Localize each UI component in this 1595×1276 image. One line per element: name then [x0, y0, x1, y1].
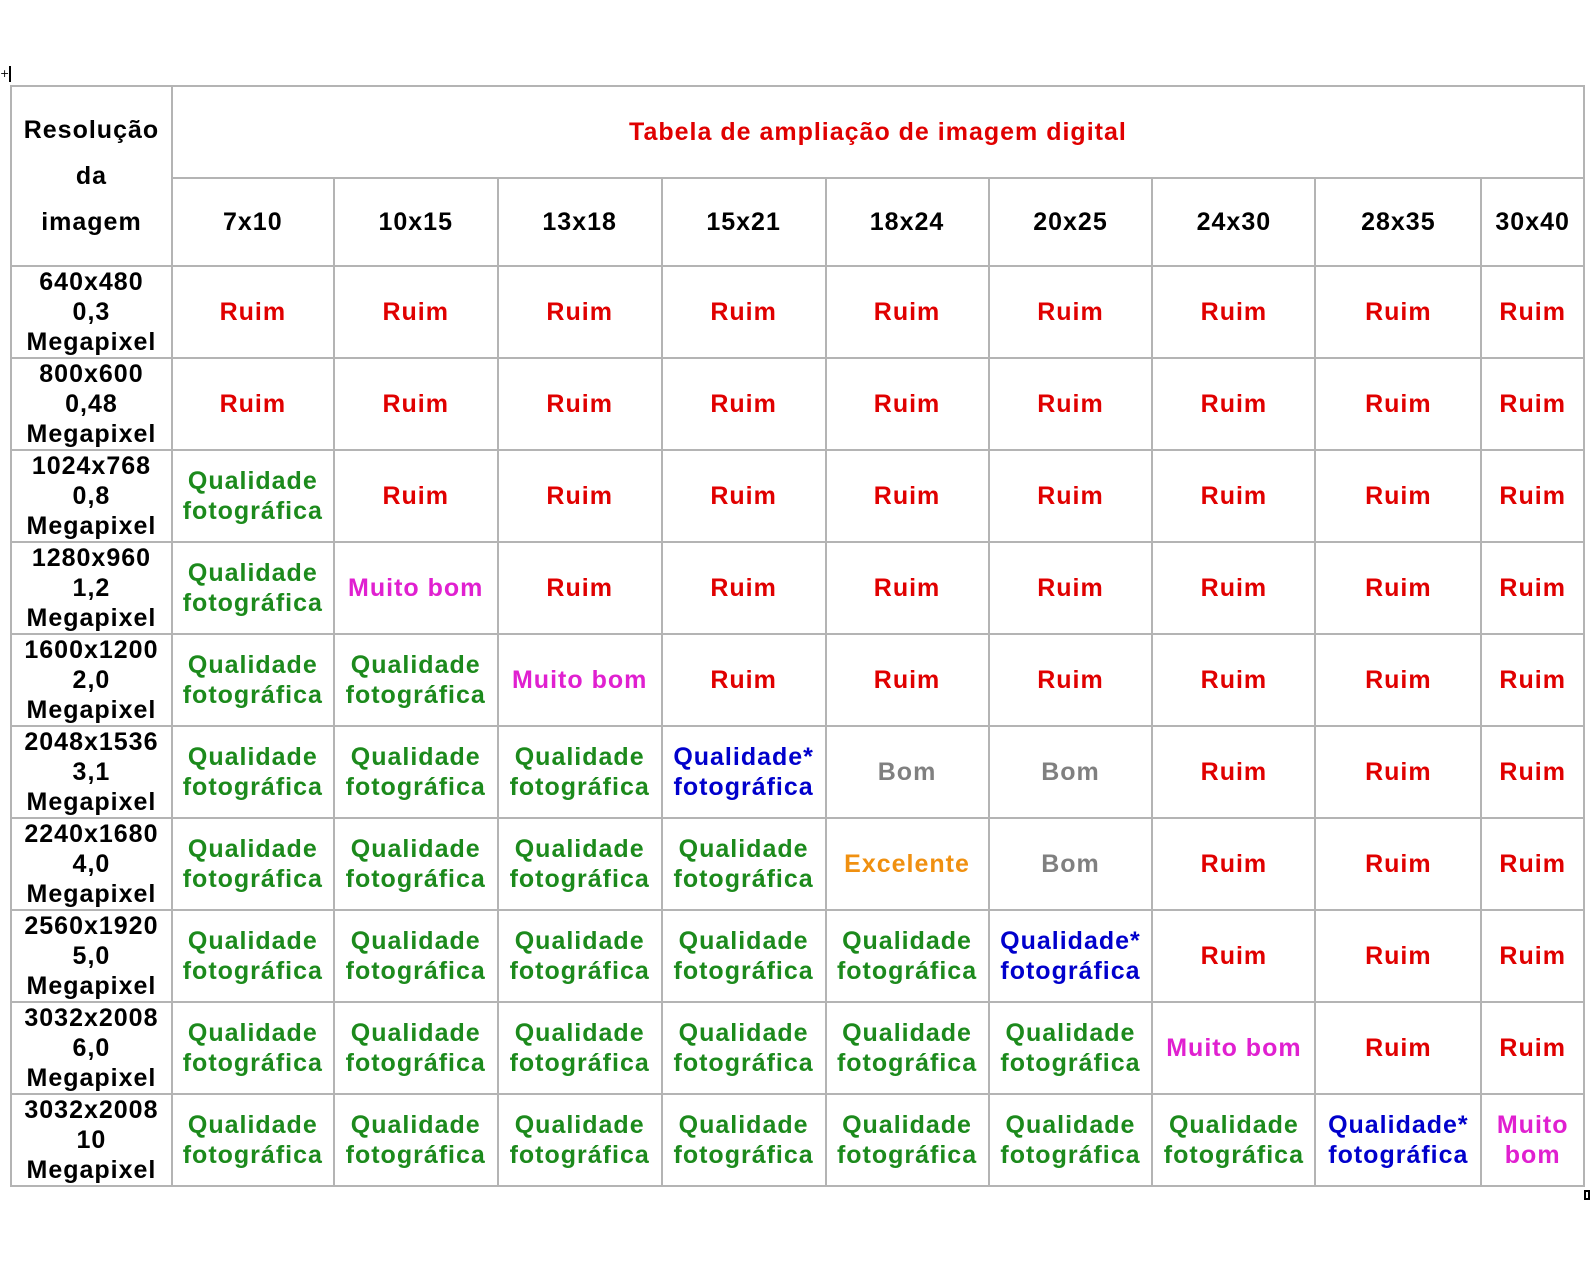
resolution-row: [11, 910, 1584, 1002]
resolution-line: Megapixel: [26, 880, 157, 908]
quality-label: Qualidade: [678, 835, 809, 863]
quality-cell[interactable]: [1315, 634, 1481, 726]
quality-cell[interactable]: [826, 1094, 989, 1186]
table-resize-handle-icon[interactable]: [1584, 1190, 1590, 1200]
resolution-line: Megapixel: [26, 788, 157, 816]
quality-label: Ruim: [1499, 298, 1566, 326]
resolution-cell[interactable]: [11, 1094, 172, 1186]
quality-label: Qualidade: [187, 467, 318, 495]
quality-label: Ruim: [1037, 482, 1104, 510]
resolution-line: 800x600: [39, 360, 144, 388]
quality-label: Qualidade: [514, 1111, 645, 1139]
quality-cell[interactable]: [334, 818, 498, 910]
resolution-row: [11, 450, 1584, 542]
quality-cell[interactable]: [1152, 1002, 1315, 1094]
quality-label: Ruim: [1499, 850, 1566, 878]
quality-label: fotográfica: [182, 589, 323, 617]
quality-label: Ruim: [1200, 666, 1268, 694]
quality-cell[interactable]: [334, 910, 498, 1002]
quality-cell[interactable]: [1481, 910, 1584, 1002]
quality-label: Qualidade: [1005, 1111, 1136, 1139]
resolution-header-line: imagem: [41, 208, 142, 236]
table-move-handle-icon[interactable]: +: [0, 67, 10, 80]
quality-label: Qualidade: [678, 1111, 809, 1139]
quality-label: fotográfica: [509, 773, 650, 801]
quality-label: fotográfica: [345, 957, 486, 985]
resolution-line: 2240x1680: [24, 820, 159, 848]
quality-cell[interactable]: [498, 1094, 662, 1186]
quality-label: Ruim: [1037, 298, 1104, 326]
size-header-cell[interactable]: 30x40: [1481, 178, 1584, 266]
quality-label: Qualidade: [514, 835, 645, 863]
quality-cell[interactable]: [498, 358, 662, 450]
quality-cell[interactable]: [826, 266, 989, 358]
quality-label: fotográfica: [673, 865, 814, 893]
quality-label: fotográfica: [509, 865, 650, 893]
quality-cell[interactable]: [989, 634, 1153, 726]
quality-cell[interactable]: [989, 358, 1153, 450]
quality-cell[interactable]: [334, 266, 498, 358]
resolution-line: Megapixel: [26, 1156, 157, 1184]
quality-label: Qualidade: [350, 1019, 481, 1047]
quality-cell[interactable]: [989, 450, 1153, 542]
quality-label: Qualidade: [514, 1019, 645, 1047]
quality-label: Ruim: [1037, 666, 1104, 694]
quality-cell[interactable]: [826, 1002, 989, 1094]
resolution-cell[interactable]: [11, 634, 172, 726]
resolution-line: 6,0: [72, 1034, 111, 1062]
quality-label: Ruim: [1037, 574, 1104, 602]
quality-cell[interactable]: [662, 910, 826, 1002]
quality-label: Qualidade: [678, 927, 809, 955]
quality-label: Ruim: [710, 482, 777, 510]
quality-label: Ruim: [382, 390, 449, 418]
quality-cell[interactable]: [826, 910, 989, 1002]
quality-cell[interactable]: [662, 1002, 826, 1094]
resolution-line: Megapixel: [26, 328, 157, 356]
quality-label: Ruim: [1365, 666, 1432, 694]
quality-cell[interactable]: [1315, 1094, 1481, 1186]
quality-cell[interactable]: [172, 1094, 334, 1186]
quality-label: Ruim: [1499, 482, 1566, 510]
quality-cell[interactable]: [172, 726, 334, 818]
quality-label: fotográfica: [345, 681, 486, 709]
resolution-line: Megapixel: [26, 972, 157, 1000]
quality-label: Muito: [1496, 1111, 1569, 1139]
quality-cell[interactable]: [1152, 910, 1315, 1002]
quality-label: Qualidade: [187, 1111, 318, 1139]
quality-label: Ruim: [1365, 942, 1432, 970]
resolution-row: [11, 266, 1584, 358]
quality-label: Ruim: [1200, 298, 1268, 326]
quality-label: Ruim: [1499, 758, 1566, 786]
size-header-row: [11, 178, 1584, 266]
resolution-row: [11, 358, 1584, 450]
quality-cell[interactable]: [1481, 634, 1584, 726]
quality-label: Qualidade: [350, 927, 481, 955]
quality-label: Ruim: [546, 574, 613, 602]
size-header-cell[interactable]: 18x24: [826, 178, 989, 266]
size-header-cell[interactable]: 20x25: [989, 178, 1153, 266]
quality-cell[interactable]: [989, 1094, 1153, 1186]
quality-label: Ruim: [873, 574, 941, 602]
quality-label: fotográfica: [509, 957, 650, 985]
quality-label: Qualidade: [514, 927, 645, 955]
quality-cell[interactable]: [989, 910, 1153, 1002]
quality-cell[interactable]: [826, 634, 989, 726]
quality-label: Ruim: [382, 482, 449, 510]
quality-label: fotográfica: [673, 957, 814, 985]
resolution-line: 0,48: [65, 390, 118, 418]
quality-cell[interactable]: [1152, 266, 1315, 358]
quality-label: fotográfica: [673, 773, 814, 801]
quality-cell[interactable]: [826, 542, 989, 634]
quality-label: Ruim: [873, 666, 941, 694]
quality-cell[interactable]: [1481, 818, 1584, 910]
resolution-cell[interactable]: [11, 358, 172, 450]
quality-cell[interactable]: [1152, 726, 1315, 818]
quality-cell[interactable]: [172, 542, 334, 634]
quality-label: Ruim: [873, 298, 941, 326]
resolution-header-line: Resolução: [23, 116, 160, 144]
resolution-line: 3032x2008: [24, 1004, 159, 1032]
quality-cell[interactable]: [334, 1094, 498, 1186]
resolution-line: Megapixel: [26, 420, 157, 448]
quality-label: Qualidade: [187, 1019, 318, 1047]
quality-label: fotográfica: [182, 681, 323, 709]
quality-cell[interactable]: [1481, 266, 1584, 358]
quality-label: Ruim: [873, 390, 941, 418]
quality-label: Qualidade: [678, 1019, 809, 1047]
quality-label: Ruim: [1365, 1034, 1432, 1062]
quality-cell[interactable]: [334, 358, 498, 450]
quality-label: fotográfica: [345, 1049, 486, 1077]
size-header-cell[interactable]: 10x15: [334, 178, 498, 266]
resolution-line: 1024x768: [31, 452, 152, 480]
quality-cell[interactable]: [989, 542, 1153, 634]
quality-cell[interactable]: [662, 542, 826, 634]
resolution-cell[interactable]: [11, 726, 172, 818]
resolution-line: 0,3: [72, 298, 111, 326]
quality-label: Qualidade*: [1328, 1111, 1469, 1139]
quality-label: Qualidade: [350, 651, 481, 679]
quality-cell[interactable]: [826, 358, 989, 450]
resolution-header-cell[interactable]: [11, 86, 172, 266]
quality-label: Ruim: [1200, 942, 1268, 970]
quality-label: Ruim: [1200, 758, 1268, 786]
quality-label: Ruim: [1499, 390, 1566, 418]
quality-label: Ruim: [1499, 942, 1566, 970]
quality-cell[interactable]: [1315, 450, 1481, 542]
quality-label: fotográfica: [182, 957, 323, 985]
quality-label: fotográfica: [345, 1141, 486, 1169]
quality-label: Ruim: [1365, 850, 1432, 878]
resolution-cell[interactable]: [11, 818, 172, 910]
resolution-line: 1280x960: [31, 544, 152, 572]
quality-label: Bom: [1041, 758, 1100, 786]
quality-cell[interactable]: [1315, 910, 1481, 1002]
quality-label: Qualidade: [842, 927, 972, 955]
quality-label: fotográfica: [1000, 957, 1141, 985]
quality-label: fotográfica: [673, 1049, 814, 1077]
quality-label: Muito bom: [1166, 1034, 1302, 1062]
quality-label: Qualidade: [842, 1019, 972, 1047]
quality-label: Ruim: [1365, 298, 1432, 326]
quality-label: Ruim: [1499, 574, 1566, 602]
quality-label: Ruim: [710, 298, 777, 326]
quality-label: Ruim: [873, 482, 941, 510]
quality-label: Ruim: [546, 298, 613, 326]
quality-label: Ruim: [382, 298, 449, 326]
quality-label: Ruim: [546, 390, 613, 418]
quality-cell[interactable]: [1152, 1094, 1315, 1186]
resolution-cell[interactable]: [11, 450, 172, 542]
quality-label: Ruim: [1365, 574, 1432, 602]
quality-cell[interactable]: [1315, 358, 1481, 450]
quality-cell[interactable]: [1315, 266, 1481, 358]
resolution-cell[interactable]: [11, 910, 172, 1002]
quality-label: Ruim: [1365, 758, 1432, 786]
resolution-line: 3,1: [72, 758, 111, 786]
size-header-cell[interactable]: 28x35: [1315, 178, 1481, 266]
quality-cell[interactable]: [1315, 1002, 1481, 1094]
quality-label: fotográfica: [836, 1141, 978, 1169]
enlargement-table: [10, 85, 1585, 1187]
resolution-line: 10: [76, 1126, 107, 1154]
quality-cell[interactable]: [334, 1002, 498, 1094]
resolution-line: 5,0: [72, 942, 111, 970]
quality-label: fotográfica: [509, 1049, 650, 1077]
quality-cell[interactable]: [662, 266, 826, 358]
resolution-line: 4,0: [72, 850, 111, 878]
quality-label: Qualidade: [187, 835, 318, 863]
quality-label: Ruim: [710, 574, 777, 602]
quality-cell[interactable]: [989, 266, 1153, 358]
resolution-line: 0,8: [72, 482, 111, 510]
resolution-line: Megapixel: [26, 512, 157, 540]
quality-cell[interactable]: [1152, 634, 1315, 726]
quality-label: Ruim: [1200, 574, 1268, 602]
quality-cell[interactable]: [1152, 358, 1315, 450]
quality-cell[interactable]: [1481, 1002, 1584, 1094]
quality-cell[interactable]: [1481, 450, 1584, 542]
quality-label: fotográfica: [182, 497, 323, 525]
size-header-cell[interactable]: 24x30: [1152, 178, 1315, 266]
quality-cell[interactable]: [498, 266, 662, 358]
quality-cell[interactable]: [172, 910, 334, 1002]
quality-label: Qualidade: [187, 559, 318, 587]
size-header-cell[interactable]: 7x10: [172, 178, 334, 266]
quality-label: fotográfica: [345, 865, 486, 893]
quality-label: Muito bom: [511, 666, 648, 694]
quality-cell[interactable]: [1481, 1094, 1584, 1186]
resolution-header-line: da: [75, 162, 108, 190]
quality-cell[interactable]: [498, 910, 662, 1002]
quality-label: Qualidade: [187, 651, 318, 679]
quality-label: Qualidade: [350, 743, 481, 771]
resolution-line: Megapixel: [26, 1064, 157, 1092]
quality-cell[interactable]: [172, 266, 334, 358]
quality-cell[interactable]: [498, 542, 662, 634]
resolution-line: 1,2: [72, 574, 111, 602]
resolution-row: [11, 542, 1584, 634]
resolution-row: [11, 1002, 1584, 1094]
quality-label: fotográfica: [1163, 1141, 1304, 1169]
quality-label: Ruim: [1365, 390, 1432, 418]
quality-cell[interactable]: [826, 818, 989, 910]
size-header-cell[interactable]: 13x18: [498, 178, 662, 266]
quality-label: fotográfica: [836, 957, 978, 985]
quality-label: Ruim: [1200, 390, 1268, 418]
quality-label: Qualidade: [350, 1111, 481, 1139]
quality-cell[interactable]: [989, 726, 1153, 818]
quality-label: fotográfica: [509, 1141, 650, 1169]
quality-label: Qualidade*: [673, 743, 814, 771]
quality-label: Ruim: [1499, 1034, 1566, 1062]
quality-label: Qualidade*: [1000, 927, 1141, 955]
quality-cell[interactable]: [1481, 726, 1584, 818]
quality-label: Qualidade: [187, 927, 318, 955]
quality-label: Ruim: [1200, 850, 1268, 878]
quality-label: Ruim: [1499, 666, 1566, 694]
quality-label: Ruim: [1365, 482, 1432, 510]
quality-cell[interactable]: [1152, 450, 1315, 542]
quality-cell[interactable]: [334, 542, 498, 634]
quality-cell[interactable]: [498, 726, 662, 818]
quality-label: fotográfica: [1000, 1141, 1141, 1169]
quality-label: fotográfica: [182, 1141, 323, 1169]
resolution-line: Megapixel: [26, 604, 157, 632]
quality-cell[interactable]: [662, 1094, 826, 1186]
quality-label: Qualidade: [1005, 1019, 1136, 1047]
quality-cell[interactable]: [662, 634, 826, 726]
quality-label: Bom: [877, 758, 937, 786]
quality-label: Ruim: [710, 666, 777, 694]
quality-label: Ruim: [710, 390, 777, 418]
resolution-line: Megapixel: [26, 696, 157, 724]
quality-label: Excelente: [844, 850, 970, 878]
quality-label: Qualidade: [1168, 1111, 1299, 1139]
size-header-cell[interactable]: 15x21: [662, 178, 826, 266]
quality-cell[interactable]: [826, 450, 989, 542]
quality-cell[interactable]: [172, 450, 334, 542]
quality-label: Qualidade: [187, 743, 318, 771]
quality-cell[interactable]: [172, 818, 334, 910]
quality-label: Qualidade: [514, 743, 645, 771]
resolution-row: [11, 1094, 1584, 1186]
quality-label: fotográfica: [673, 1141, 814, 1169]
quality-cell[interactable]: [172, 358, 334, 450]
quality-cell[interactable]: [172, 634, 334, 726]
resolution-cell[interactable]: [11, 1002, 172, 1094]
resolution-row: [11, 634, 1584, 726]
resolution-line: 2560x1920: [24, 912, 159, 940]
quality-cell[interactable]: [1152, 542, 1315, 634]
quality-label: Qualidade: [842, 1111, 972, 1139]
quality-cell[interactable]: [1315, 726, 1481, 818]
quality-label: fotográfica: [1328, 1141, 1469, 1169]
quality-label: Ruim: [1037, 390, 1104, 418]
quality-label: bom: [1504, 1141, 1561, 1169]
resolution-row: [11, 726, 1584, 818]
resolution-cell[interactable]: [11, 266, 172, 358]
quality-cell[interactable]: [989, 1002, 1153, 1094]
quality-label: fotográfica: [345, 773, 486, 801]
quality-cell[interactable]: [172, 1002, 334, 1094]
quality-label: Ruim: [219, 390, 287, 418]
quality-label: fotográfica: [836, 1049, 978, 1077]
quality-cell[interactable]: [1481, 358, 1584, 450]
quality-cell[interactable]: [498, 1002, 662, 1094]
quality-cell[interactable]: [334, 726, 498, 818]
quality-cell[interactable]: [498, 450, 662, 542]
quality-cell[interactable]: [1152, 818, 1315, 910]
resolution-cell[interactable]: [11, 542, 172, 634]
resolution-line: 640x480: [39, 268, 144, 296]
resolution-line: 3032x2008: [24, 1096, 159, 1124]
quality-label: Ruim: [219, 298, 287, 326]
quality-label: Ruim: [1200, 482, 1268, 510]
quality-label: Muito bom: [348, 574, 484, 602]
resolution-row: [11, 818, 1584, 910]
quality-label: fotográfica: [1000, 1049, 1141, 1077]
quality-label: fotográfica: [182, 1049, 323, 1077]
quality-cell[interactable]: [334, 450, 498, 542]
resolution-line: 2048x1536: [24, 728, 159, 756]
quality-label: Bom: [1041, 850, 1100, 878]
quality-cell[interactable]: [826, 726, 989, 818]
resolution-line: 2,0: [72, 666, 111, 694]
quality-cell[interactable]: [334, 634, 498, 726]
quality-cell[interactable]: [498, 634, 662, 726]
quality-label: Qualidade: [350, 835, 481, 863]
quality-cell[interactable]: [662, 818, 826, 910]
resolution-line: 1600x1200: [24, 636, 159, 664]
quality-cell[interactable]: [1315, 818, 1481, 910]
quality-cell[interactable]: [662, 358, 826, 450]
quality-cell[interactable]: [662, 450, 826, 542]
quality-label: fotográfica: [182, 773, 323, 801]
quality-cell[interactable]: [662, 726, 826, 818]
quality-cell[interactable]: [498, 818, 662, 910]
quality-label: Ruim: [546, 482, 613, 510]
quality-cell[interactable]: [1315, 542, 1481, 634]
quality-label: fotográfica: [182, 865, 323, 893]
quality-cell[interactable]: [989, 818, 1153, 910]
quality-cell[interactable]: [1481, 542, 1584, 634]
table-title[interactable]: Tabela de ampliação de imagem digital: [172, 86, 1584, 178]
title-row: [11, 86, 1584, 178]
